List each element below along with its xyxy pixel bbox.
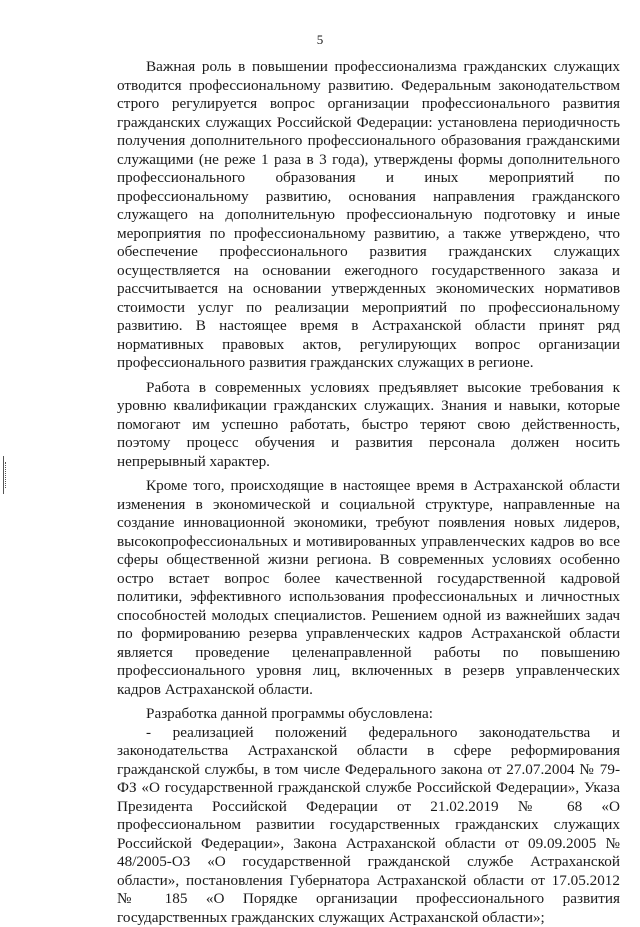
margin-scan-mark <box>3 456 8 494</box>
paragraph-modern-conditions: Работа в современных условиях предъявляет высокие требования к уровню квалификации гражданских служащих. Знания и навыки, которые помогают им успешно работать, быстро теряют свою действенность, поэтому процесс обучения и развития персонала должен носить непрерывный характер. <box>117 379 620 472</box>
paragraph-personnel-reserve: Кроме того, происходящие в настоящее время в Астраханской области изменения в экономической и социальной структуре, направленные на создание инновационной экономики, требуют появления новых лидеров, высокопрофессиональных и мотивированных управленческих кадров во все сферы общественной жизни региона. В современных условиях особенно остро встает вопрос более качественной государственной кадровой политики, эффективного использования профессиональных и личностных способностей молодых специалистов. Решением одной из важнейших задач по формированию резерва управленческих кадров Астраханской области является проведение целенаправленной работы по повышению профессионального уровня лиц, включенных в резерв управленческих кадров Астраханской области. <box>117 477 620 699</box>
paragraph-professional-development: Важная роль в повышении профессионализма гражданских служащих отводится профессиональному развитию. Федеральным законодательством строго регулируется вопрос организации профессионального развития гражданских служащих Российской Федерации: установлена периодичность получения дополнительного профессионального образования гражданскими служащими (не реже 1 раза в 3 года), утверждены формы дополнительного профессионального образования и иных мероприятий по профессиональному развитию, основания направления гражданского служащего на дополнительную профессиональную подготовку и иные мероприятия по профессиональному развитию, а также утверждено, что обеспечение профессионального развития гражданских служащих осуществляется на основании ежегодного государственного заказа и рассчитывается на основании утвержденных экономических нормативов стоимости услуг по реализации мероприятий по профессиональному развитию. В настоящее время в Астраханской области принят ряд нормативных правовых актов, регулирующих вопрос организации профессионального развития гражданских служащих в регионе. <box>117 58 620 373</box>
page-number: 5 <box>0 32 640 48</box>
list-item: - реализацией положений федерального законодательства и законодательства Астраханской области в сфере реформирования гражданской службы, в том числе Федерального закона от 27.07.2004 № 79-ФЗ «О государственной гражданской службе Российской Федерации», Указа Президента Российской Федерации от 21.02.2019 № 68 «О профессиональном развитии государственных гражданских служащих Российской Федерации», Закона Астраханской области от 09.09.2005 № 48/2005-ОЗ «О государственной гражданской службе Астраханской области», постановления Губернатора Астраханской области от 17.05.2012 № 185 «О Порядке организации профессионального развития государственных гражданских служащих Астраханской области»; <box>117 724 620 927</box>
list-intro: Разработка данной программы обусловлена: <box>117 705 620 724</box>
document-body <box>117 58 620 927</box>
program-rationale-list <box>117 705 620 927</box>
